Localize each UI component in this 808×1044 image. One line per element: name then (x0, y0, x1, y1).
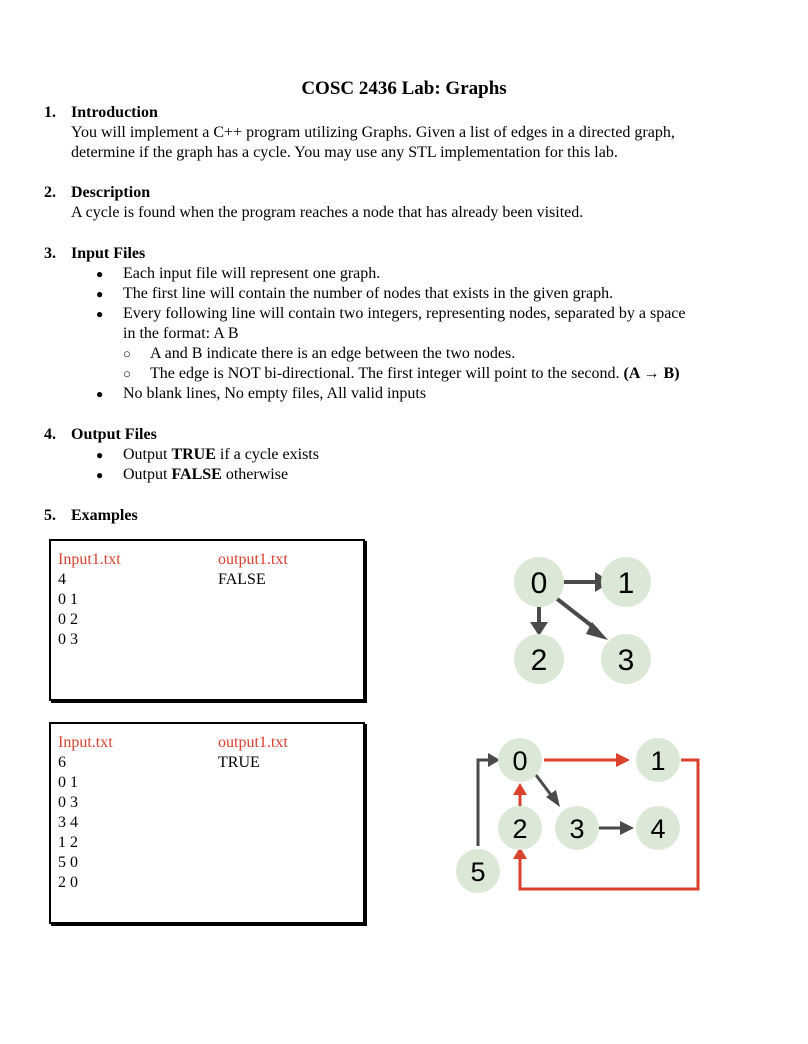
svg-text:4: 4 (650, 814, 666, 844)
graph-node (601, 557, 651, 607)
input-line: 0 2 (58, 611, 78, 628)
list-item: ● Each input file will represent one graph. (96, 264, 764, 284)
graph-node (498, 738, 542, 782)
graph-node (514, 557, 564, 607)
example-1-graph (500, 552, 670, 687)
svg-text:3: 3 (569, 814, 585, 844)
output-value: TRUE (218, 754, 260, 771)
section-number: 4. (44, 426, 56, 443)
section-input-files (44, 244, 764, 404)
section-output-files (44, 425, 764, 485)
section-introduction (44, 103, 764, 163)
input-line: 0 3 (58, 631, 78, 648)
svg-text:1: 1 (650, 746, 666, 776)
output-value: FALSE (218, 571, 266, 588)
input-line: 0 3 (58, 794, 78, 811)
input-line: 3 4 (58, 814, 78, 831)
example-1-input (58, 550, 121, 650)
section-description (44, 183, 764, 223)
description-line: A cycle is found when the program reaches a node that has already been visited. (71, 204, 584, 221)
graph-edge (478, 753, 500, 846)
section-examples (44, 506, 764, 526)
graph-edge (556, 598, 608, 640)
intro-line-2: determine if the graph has a cycle. You may use any STL implementation for this lab. (71, 144, 618, 161)
list-item: ● Output FALSE otherwise (96, 465, 764, 485)
graph-node (601, 634, 651, 684)
graph-edge (530, 605, 548, 636)
svg-text:2: 2 (512, 814, 528, 844)
graph-edge (536, 775, 560, 807)
list-item: ○ A and B indicate there is an edge between the two nodes. (123, 344, 764, 364)
input-filename: Input1.txt (58, 551, 121, 568)
section-number: 2. (44, 184, 56, 201)
example-2-graph (450, 733, 705, 898)
list-item: ○ The edge is NOT bi-directional. The first integer will point to the second. (A → B) (123, 364, 764, 384)
graph-edge (513, 783, 527, 808)
example-2-box (49, 722, 365, 924)
input-line: 5 0 (58, 854, 78, 871)
input-line: 1 2 (58, 834, 78, 851)
svg-text:1: 1 (617, 567, 635, 600)
graph-node (456, 849, 500, 893)
list-item: ● Output TRUE if a cycle exists (96, 445, 764, 465)
list-item: ● No blank lines, No empty files, All valid inputs (96, 384, 764, 404)
section-number: 3. (44, 245, 56, 262)
svg-text:0: 0 (512, 746, 528, 776)
section-heading: Output Files (71, 426, 157, 443)
input-line: 0 1 (58, 774, 78, 791)
sub-bullet-list (123, 344, 764, 384)
example-1-box (49, 539, 365, 701)
section-number: 1. (44, 104, 56, 121)
graph-node (514, 634, 564, 684)
svg-text:5: 5 (470, 857, 486, 887)
svg-text:3: 3 (617, 644, 635, 677)
intro-line-1: You will implement a C++ program utilizing Graphs. Given a list of edges in a directed graph, (71, 124, 675, 141)
section-heading: Description (71, 184, 151, 201)
input-line: 0 1 (58, 591, 78, 608)
section-heading: Examples (71, 507, 138, 524)
output-bullet-list (96, 445, 764, 485)
graph-node (498, 806, 542, 850)
graph-node (636, 738, 680, 782)
svg-text:0: 0 (530, 567, 548, 600)
list-item: ● The first line will contain the number of nodes that exists in the given graph. (96, 284, 764, 304)
output-filename: output1.txt (218, 734, 288, 751)
section-heading: Introduction (71, 104, 158, 121)
graph-edge (598, 821, 634, 835)
example-2-output (218, 733, 288, 773)
input-line: 2 0 (58, 874, 78, 891)
graph-node (555, 806, 599, 850)
input-line: 4 (58, 571, 66, 588)
graph-edge (544, 753, 630, 767)
graph-node (636, 806, 680, 850)
svg-text:2: 2 (530, 644, 548, 677)
input-filename: Input.txt (58, 734, 113, 751)
page-title: COSC 2436 Lab: Graphs (301, 78, 507, 99)
section-heading: Input Files (71, 245, 146, 262)
list-item: ● Every following line will contain two integers, representing nodes, separated by a space in the format: A B ○ A and B indicate there is an edge between the two nodes. ○ The edge is NOT bi-directional. The first integer will point to the second. (A → B) (96, 304, 764, 384)
example-1-output (218, 550, 288, 590)
section-number: 5. (44, 507, 56, 524)
input-bullet-list (96, 264, 764, 404)
input-line: 6 (58, 754, 66, 771)
example-2-input (58, 733, 113, 893)
output-filename: output1.txt (218, 551, 288, 568)
